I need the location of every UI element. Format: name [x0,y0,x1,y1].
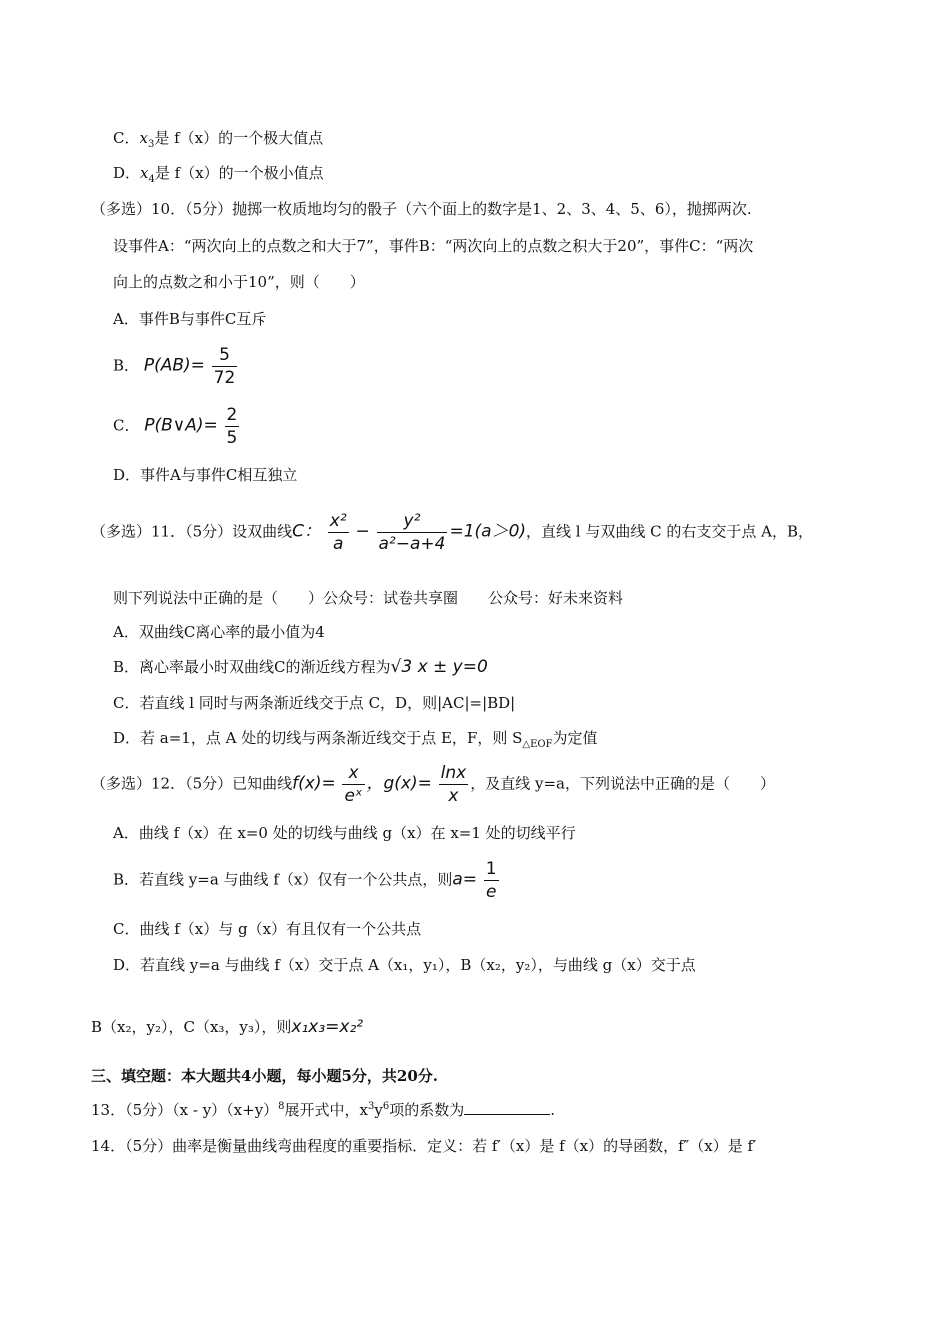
q10-stem-line1: （多选）10．（5分）抛掷一枚质地均匀的骰子（六个面上的数字是1、2、3、4、5、6），抛掷两次. [91,200,752,218]
q12-option-c: C．曲线 f（x）与 g（x）有且仅有一个公共点 [113,920,422,938]
q9-option-d: D．$x_4$是 f（x）的一个极小值点 [113,164,324,185]
q10-stem-line3: 向上的点数之和小于10”，则（ ） [113,273,365,291]
q11-option-d: D．若 a=1，点 A 处的切线与两条渐近线交于点 E，F，则 $S_{\triangle EOF}$为定值 [113,729,598,750]
q11-stem-line2: 则下列说法中正确的是（ ）公众号：试卷共享圈 公众号：好未来资料 [113,589,624,607]
q10-option-b: B． P(AB)= $\frac{5}{72}$ [113,345,236,388]
q10-option-a: A．事件B与事件C互斥 [113,310,267,328]
q11-option-b: B．离心率最小时双曲线C的渐近线方程为√3 x ± y=0 [113,657,488,677]
q12-option-d: D．若直线 y=a 与曲线 f（x）交于点 A（x₁，y₁），B（x₂，y₂），与曲线 g（x）交于点 [113,956,696,974]
q10-option-d: D．事件A与事件C相互独立 [113,466,298,484]
q12-option-d-continued: B（x₂，y₂），C（x₃，y₃），则x₁x₃=x₂² [91,1017,364,1037]
q11-stem-line1: （多选）11．（5分）设双曲线C： $\frac{\text{x²}}{a}$ − $\frac{\text{y²}}{\text{a²−a+4}}$ =1(a＞0)，直线 l 与双曲线 C 的右支交于点 A，B， [91,511,814,554]
section-3-heading: 三、填空题：本大题共4小题，每小题5分，共20分. [91,1067,438,1085]
q10-stem-line2: 设事件A：“两次向上的点数之和大于7”，事件B：“两次向上的点数之积大于20”，事件C：“两次 [113,237,754,255]
q14-stem: 14．（5分）曲率是衡量曲线弯曲程度的重要指标．定义：若 f′（x）是 f（x）的导函数，f″（x）是 f′ [91,1137,757,1155]
q12-option-b: B．若直线 y=a 与曲线 f（x）仅有一个公共点，则a= $\frac{1}{e}$ [113,859,497,902]
q12-option-a: A．曲线 f（x）在 x=0 处的切线与曲线 g（x）在 x=1 处的切线平行 [113,824,576,842]
q10-option-c: C． P(B∨A)= $\frac{2}{5}$ [113,405,238,448]
q9-option-c: C．$x_3$是 f（x）的一个极大值点 [113,129,324,150]
answer-blank [464,1100,550,1115]
q13: 13．（5分）$(x - y)(x+y)^8$展开式中，$x^3y^6$项的系数为 . [91,1101,556,1119]
q11-option-a: A．双曲线C离心率的最小值为4 [113,623,325,641]
q12-stem: （多选）12．（5分）已知曲线f(x)= $\frac{x}{\text{eˣ}}$ ，g(x)= $\frac{\ln x}{x}$ ，及直线 y=a，下列说法中正确的是（ ） [91,763,775,806]
q11-option-c: C．若直线 l 同时与两条渐近线交于点 C，D，则|AC|=|BD| [113,694,516,712]
